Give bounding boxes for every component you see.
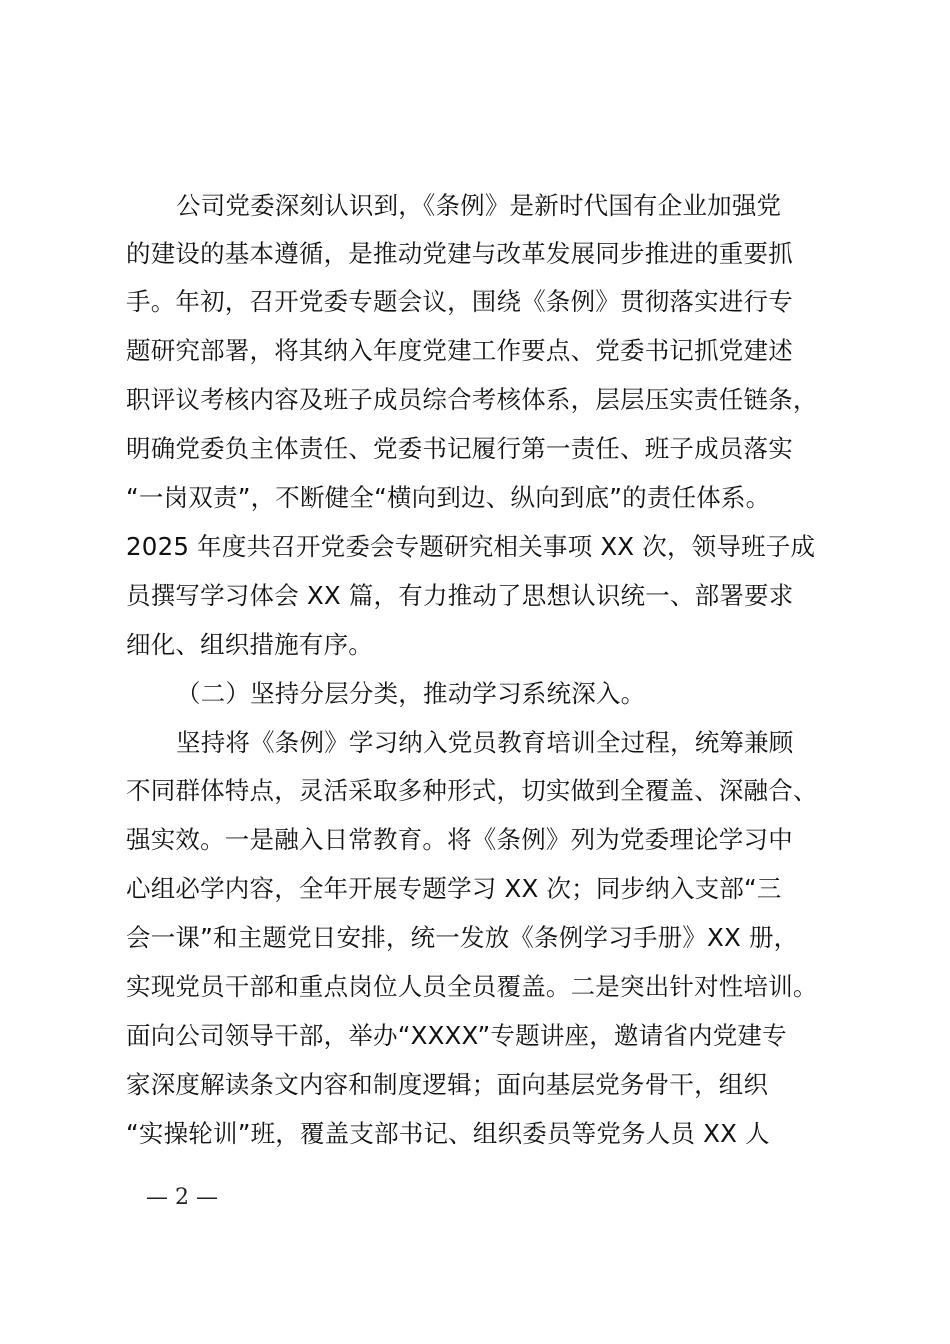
paragraph-line: 实现党员干部和重点岗位人员全员覆盖。二是突出针对性培训。 bbox=[126, 972, 818, 1001]
paragraph-line: 心组必学内容，全年开展专题学习 XX 次；同步纳入支部“三 bbox=[126, 874, 782, 903]
paragraph-line: 题研究部署，将其纳入年度党建工作要点、党委书记抓党建述 bbox=[126, 336, 793, 365]
paragraph-line: 手。年初，召开党委专题会议，围绕《条例》贯彻落实进行专 bbox=[126, 287, 793, 316]
paragraph-line: “实操轮训”班，覆盖支部书记、组织委员等党务人员 XX 人 bbox=[126, 1119, 770, 1148]
section-heading: （二）坚持分层分类，推动学习系统深入。 bbox=[176, 679, 646, 708]
paragraph-line: 公司党委深刻认识到，《条例》是新时代国有企业加强党 bbox=[176, 191, 782, 220]
paragraph-line: “一岗双责”，不断健全“横向到边、纵向到底”的责任体系。 bbox=[126, 483, 771, 512]
paragraph-line: 职评议考核内容及班子成员综合考核体系，层层压实责任链条， bbox=[126, 385, 818, 414]
paragraph-line: 面向公司领导干部，举办“XXXX”专题讲座，邀请省内党建专 bbox=[126, 1021, 787, 1050]
paragraph-line: 2025 年度共召开党委会专题研究相关事项 XX 次，领导班子成 bbox=[126, 532, 816, 561]
paragraph-line: 家深度解读条文内容和制度逻辑；面向基层党务骨干，组织 bbox=[126, 1070, 769, 1099]
paragraph-line: 细化、组织措施有序。 bbox=[126, 630, 373, 659]
paragraph-line: 员撰写学习体会 XX 篇，有力推动了思想认识统一、部署要求 bbox=[126, 581, 794, 610]
paragraph-line: 坚持将《条例》学习纳入党员教育培训全过程，统筹兼顾 bbox=[176, 728, 794, 757]
page-number: — 2 — bbox=[146, 1185, 218, 1210]
paragraph-line: 强实效。一是融入日常教育。将《条例》列为党委理论学习中 bbox=[126, 825, 793, 854]
paragraph-line: 的建设的基本遵循，是推动党建与改革发展同步推进的重要抓 bbox=[126, 239, 793, 268]
paragraph-line: 会一课”和主题党日安排，统一发放《条例学习手册》XX 册， bbox=[126, 923, 799, 952]
paragraph-line: 明确党委负主体责任、党委书记履行第一责任、班子成员落实 bbox=[126, 434, 793, 463]
paragraph-line: 不同群体特点，灵活采取多种形式，切实做到全覆盖、深融合、 bbox=[126, 776, 818, 805]
